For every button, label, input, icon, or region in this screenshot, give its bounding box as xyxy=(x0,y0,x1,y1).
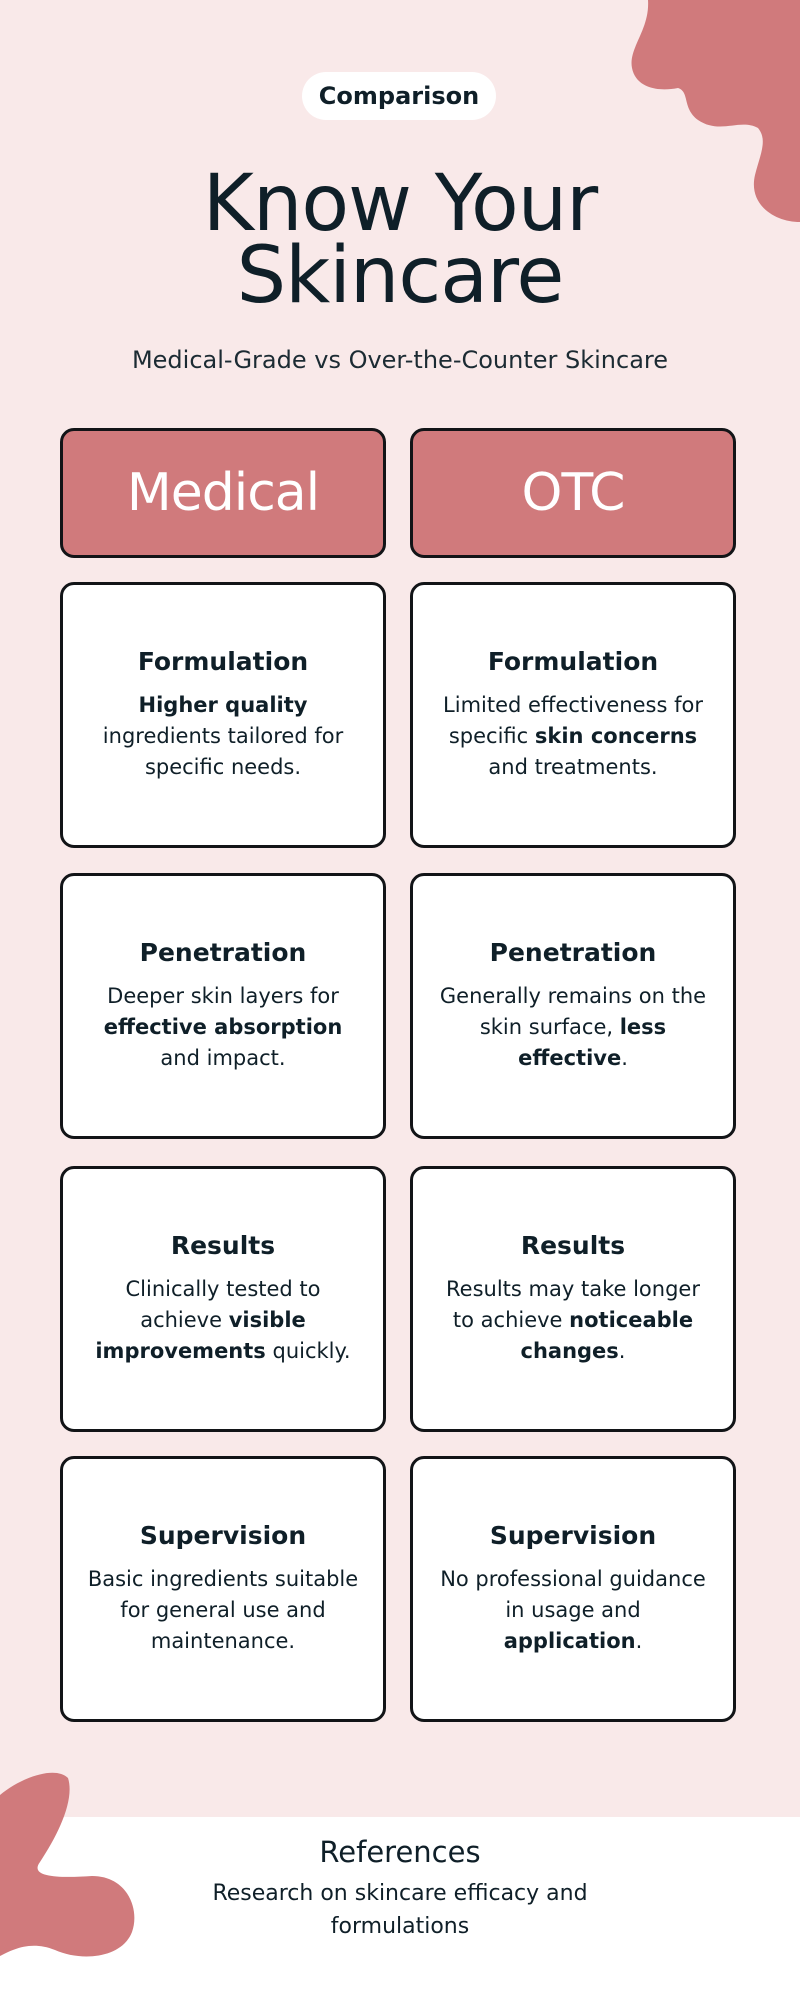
card-heading: Supervision xyxy=(489,1521,657,1550)
card-heading: Formulation xyxy=(487,647,659,676)
card-text: Generally remains on the skin surface, less effective. xyxy=(439,984,707,1070)
card-text: Results may take longer to achieve noticeable changes. xyxy=(446,1277,700,1363)
category-badge: Comparison xyxy=(302,72,496,120)
card-medical-supervision xyxy=(60,1456,386,1722)
decorative-petal-bottom xyxy=(0,1770,140,1960)
column-header-otc: OTC xyxy=(410,428,736,558)
card-text: No professional guidance in usage and application. xyxy=(440,1567,706,1653)
references-title: References xyxy=(319,1835,481,1869)
card-otc-results xyxy=(410,1166,736,1432)
references-text: Research on skincare efficacy and formulations xyxy=(212,1881,588,1939)
card-otc-formulation xyxy=(410,582,736,848)
card-text: Higher quality ingredients tailored for specific needs. xyxy=(102,693,344,779)
card-text: Clinically tested to achieve visible improvements quickly. xyxy=(95,1277,351,1363)
card-heading: Results xyxy=(520,1231,626,1260)
card-medical-results xyxy=(60,1166,386,1432)
column-header-medical: Medical xyxy=(60,428,386,558)
card-medical-penetration xyxy=(60,873,386,1139)
page-title xyxy=(0,159,800,321)
card-heading: Formulation xyxy=(137,647,309,676)
card-text: Limited effectiveness for specific skin concerns and treatments. xyxy=(443,693,703,779)
card-medical-formulation xyxy=(60,582,386,848)
card-heading: Penetration xyxy=(489,938,657,967)
card-text: Deeper skin layers for effective absorption and impact. xyxy=(103,984,343,1070)
card-otc-supervision xyxy=(410,1456,736,1722)
title-line-2: Skincare xyxy=(236,231,564,321)
page-subtitle: Medical-Grade vs Over-the-Counter Skincare xyxy=(131,346,669,374)
card-otc-penetration xyxy=(410,873,736,1139)
card-heading: Results xyxy=(170,1231,276,1260)
card-heading: Penetration xyxy=(139,938,307,967)
title-line-1: Know Your xyxy=(202,159,598,249)
card-text: Basic ingredients suitable for general use and maintenance. xyxy=(87,1567,359,1653)
card-heading: Supervision xyxy=(139,1521,307,1550)
